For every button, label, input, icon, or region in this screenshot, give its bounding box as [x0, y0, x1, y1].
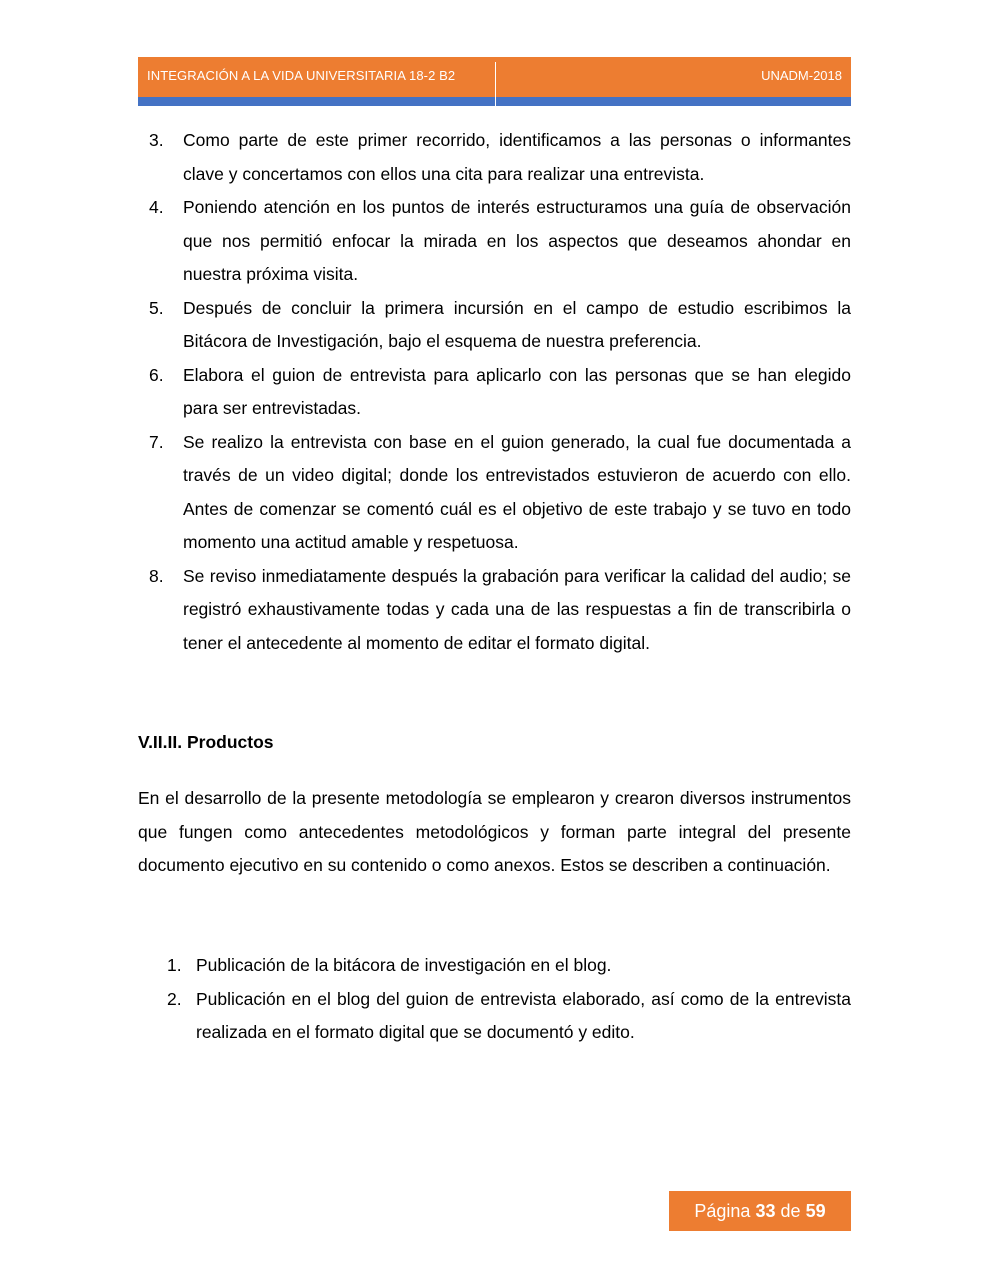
section-heading: V.II.II. Productos [138, 732, 274, 752]
list-item [138, 359, 851, 426]
list-number: 1. [167, 955, 182, 975]
list-text: Como parte de este primer recorrido, identificamos a las personas o informantes clave y concertamos con ellos una cita para realizar una entrevista. [183, 130, 851, 184]
list-number: 3. [149, 130, 164, 150]
list-number: 2. [167, 988, 182, 1009]
list-number: 6. [149, 364, 164, 385]
header-divider [495, 62, 496, 106]
list-item [138, 426, 851, 560]
list-item [138, 560, 851, 661]
list-number: 4. [149, 197, 164, 217]
methodology-steps-list [138, 124, 851, 660]
list-item [138, 124, 851, 191]
list-text: Publicación en el blog del guion de entrevista elaborado, así como de la entrevista realizada en el formato digital que se documentó y edito. [196, 988, 851, 1042]
header-institution: UNADM-2018 [761, 68, 842, 83]
list-item [138, 292, 851, 359]
list-text: Se realizo la entrevista con base en el guion generado, la cual fue documentada a través de un video digital; donde los entrevistados estuvieron de acuerdo con ello. Antes de comenzar se comentó cuál es el objetivo de este trabajo y se tuvo en todo momento una actitud amable y respetuosa. [183, 431, 851, 552]
page-current: 33 [755, 1201, 776, 1221]
section-paragraph: En el desarrollo de la presente metodología se emplearon y crearon diversos instrumentos que fungen como antecedentes metodológicos y forman parte integral del presente documento ejecutivo en su contenido o como anexos. Estos se describen a continuación. [138, 788, 851, 875]
list-number: 7. [149, 431, 164, 452]
list-item [138, 983, 851, 1050]
list-item [138, 191, 851, 292]
page-number-badge [669, 1191, 851, 1231]
products-list [138, 949, 851, 1050]
page-label: Página [694, 1201, 751, 1221]
list-text: Poniendo atención en los puntos de interés estructuramos una guía de observación que nos permitió enfocar la mirada en los aspectos que deseamos ahondar en nuestra próxima visita. [183, 197, 851, 284]
page-total: 59 [805, 1201, 826, 1221]
of-label: de [780, 1201, 801, 1221]
list-number: 5. [149, 297, 164, 318]
list-number: 8. [149, 565, 164, 586]
list-text: Elabora el guion de entrevista para aplicarlo con las personas que se han elegido para ser entrevistadas. [183, 364, 851, 418]
list-text: Publicación de la bitácora de investigación en el blog. [196, 955, 612, 975]
list-item [138, 949, 851, 983]
list-text: Después de concluir la primera incursión en el campo de estudio escribimos la Bitácora de Investigación, bajo el esquema de nuestra preferencia. [183, 297, 851, 351]
list-text: Se reviso inmediatamente después la grabación para verificar la calidad del audio; se registró exhaustivamente todas y cada una de las respuestas a fin de transcribirla o tener el antecedente al momento de editar el formato digital. [183, 565, 851, 653]
header-course-title: INTEGRACIÓN A LA VIDA UNIVERSITARIA 18-2 B2 [147, 68, 456, 83]
